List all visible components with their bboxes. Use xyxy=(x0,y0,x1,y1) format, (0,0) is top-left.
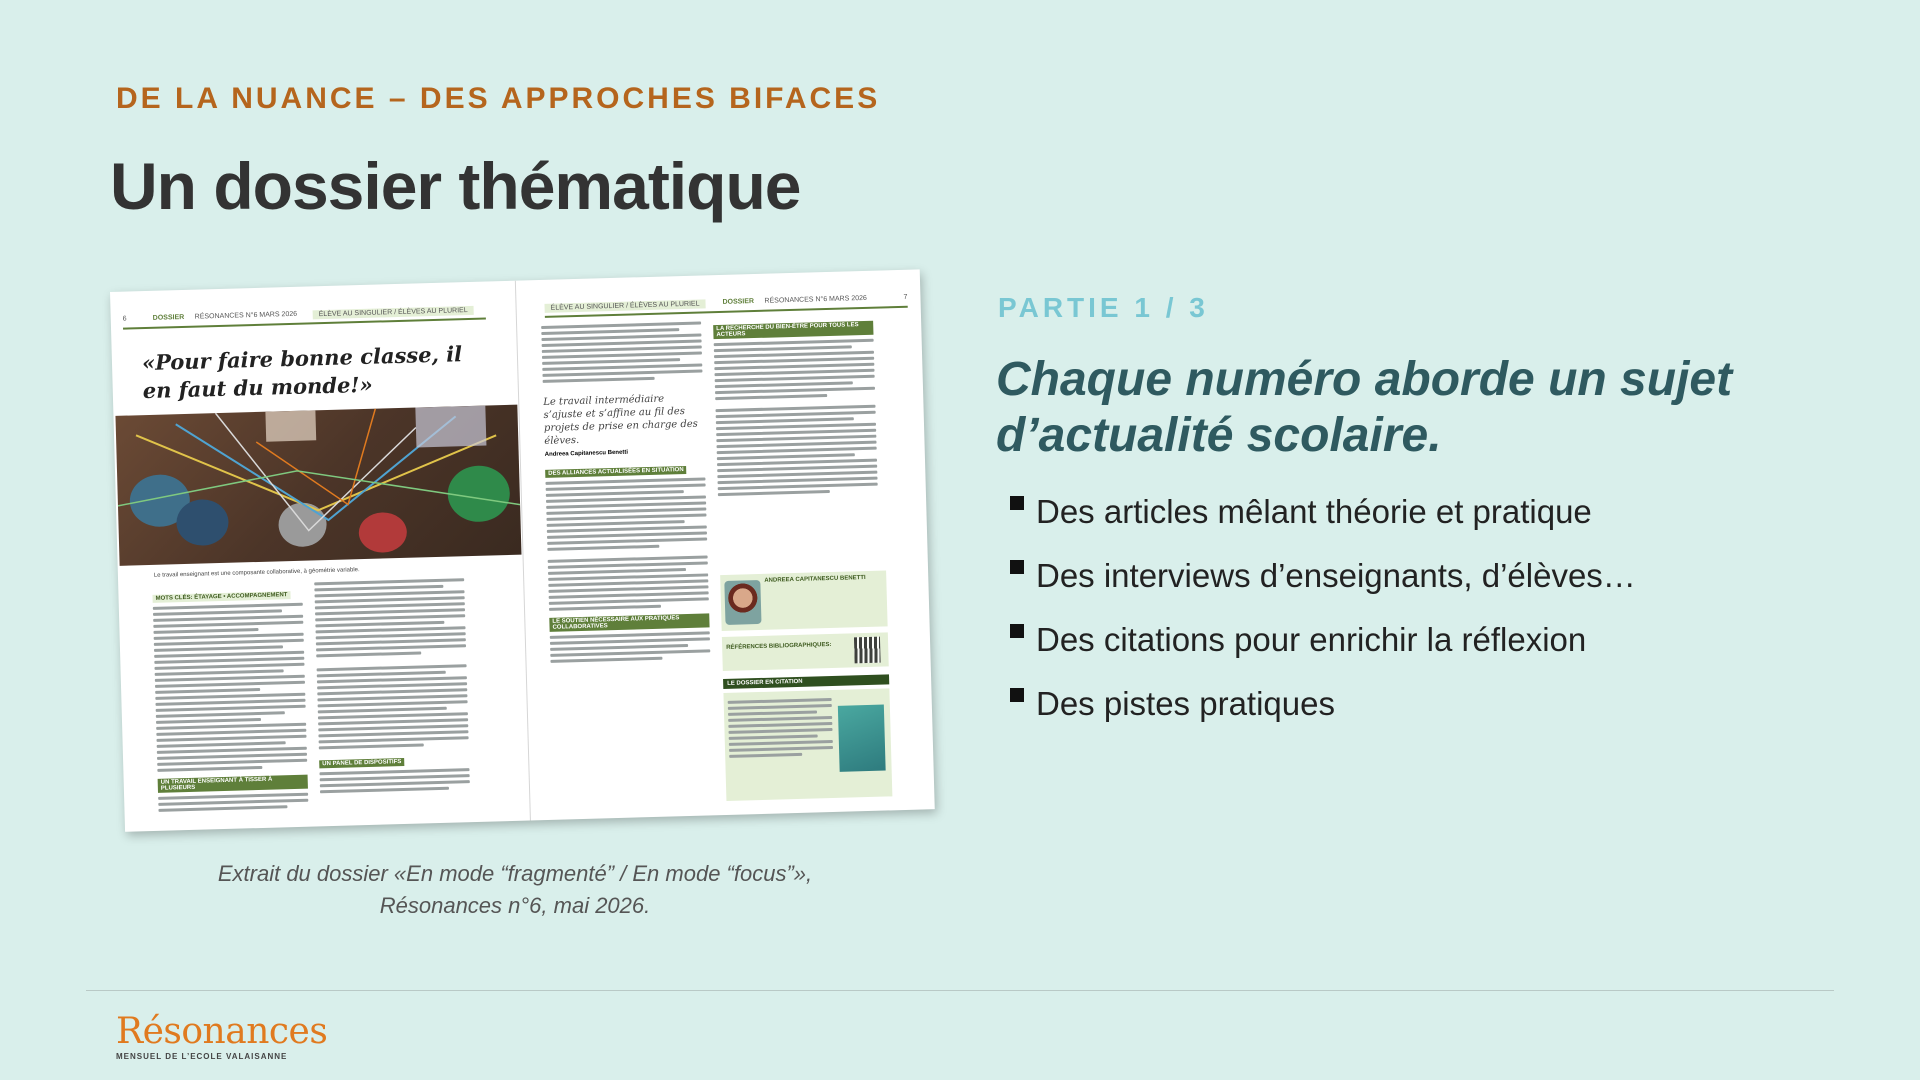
author-box-label: ANDREEA CAPITANESCU BENETTI xyxy=(764,575,866,584)
excerpt-caption-line-1: Extrait du dossier «En mode “fragmenté” / En mode “focus”», xyxy=(217,861,813,886)
right-subheading-3: LA RECHERCHE DU BIEN-ÊTRE POUR TOUS LES ACTEURS xyxy=(713,321,873,339)
square-bullet-icon xyxy=(1010,624,1024,638)
left-column-1 xyxy=(152,583,308,815)
article-title: «Pour faire bonne classe, il en faut du monde!» xyxy=(141,341,463,404)
excerpt-caption-line-2: Résonances n°6, mai 2026. xyxy=(379,893,651,918)
left-page-number: 6 xyxy=(122,315,127,323)
bullet-text: Des citations pour enrichir la réflexion xyxy=(1036,621,1587,658)
yarn-strands-graphic xyxy=(115,405,521,566)
resonances-logo xyxy=(116,1012,327,1061)
qr-code-icon xyxy=(854,637,881,664)
right-issue-label: RÉSONANCES N°6 MARS 2026 xyxy=(764,294,867,305)
right-subheading-2: LE SOUTIEN NÉCESSAIRE AUX PRATIQUES COLLABORATIVES xyxy=(549,613,709,631)
headline: Chaque numéro aborde un sujet d’actualité scolaire. xyxy=(996,353,1733,462)
part-label: PARTIE 1 / 3 xyxy=(998,292,1209,323)
slide-title: Un dossier thématique xyxy=(110,149,801,223)
bullet-list xyxy=(1006,488,1636,744)
right-page-number: 7 xyxy=(903,293,908,301)
bullet-text: Des articles mêlant théorie et pratique xyxy=(1036,493,1592,530)
left-section-label: ÉLÈVE AU SINGULIER / ÉLÈVES AU PLURIEL xyxy=(313,306,474,319)
magazine-right-page xyxy=(515,269,935,820)
citation-box xyxy=(723,688,892,801)
bullet-text: Des pistes pratiques xyxy=(1036,685,1335,722)
left-subheading-1: UN TRAVAIL ENSEIGNANT À TISSER À PLUSIEURS xyxy=(158,775,308,793)
book-cover-image xyxy=(838,705,886,772)
right-page-header xyxy=(544,292,907,318)
right-subheading-1: DES ALLIANCES ACTUALISÉES EN SITUATION xyxy=(545,466,687,478)
right-column-2 xyxy=(713,317,878,499)
pull-quote-author: Andreea Capitanescu Benetti xyxy=(544,449,629,458)
square-bullet-icon xyxy=(1010,496,1024,510)
yarn-hands-photo xyxy=(115,405,521,566)
right-column-1 xyxy=(541,322,710,666)
square-bullet-icon xyxy=(1010,560,1024,574)
left-column-2 xyxy=(314,578,470,796)
bullet-item xyxy=(1006,616,1636,680)
right-section-label: ÉLÈVE AU SINGULIER / ÉLÈVES AU PLURIEL xyxy=(545,299,706,312)
keywords-tag: MOTS CLÉS: ÉTAYAGE • ACCOMPAGNEMENT xyxy=(152,591,290,603)
logo-subtitle: MENSUEL DE L’ECOLE VALAISANNE xyxy=(116,1052,288,1061)
bullet-item xyxy=(1006,488,1636,552)
references-label: RÉFÉRENCES BIBLIOGRAPHIQUES: xyxy=(726,641,832,651)
left-dossier-label: DOSSIER xyxy=(152,313,185,322)
footer-divider xyxy=(86,990,1834,991)
author-photo xyxy=(724,580,761,625)
references-box xyxy=(722,632,889,671)
bullet-item xyxy=(1006,680,1636,744)
magazine-left-page xyxy=(110,281,530,832)
bullet-item xyxy=(1006,552,1636,616)
left-page-header xyxy=(123,304,486,330)
left-issue-label: RÉSONANCES N°6 MARS 2026 xyxy=(194,310,298,321)
bullet-text: Des interviews d’enseignants, d’élèves… xyxy=(1036,557,1636,594)
citation-bar: LE DOSSIER EN CITATION xyxy=(723,674,889,689)
excerpt-caption xyxy=(150,858,880,922)
logo-text: Résonances xyxy=(116,1011,328,1052)
pull-quote: Le travail intermédiaire s’ajuste et s’affine au fil des projets de prise en charge des élèves. xyxy=(543,393,699,447)
section-kicker: DE LA NUANCE – DES APPROCHES BIFACES xyxy=(116,82,881,115)
photo-caption: Le travail enseignant est une composante collaborative, à géométrie variable. xyxy=(153,567,360,579)
author-box xyxy=(720,570,887,631)
square-bullet-icon xyxy=(1010,688,1024,702)
right-dossier-label: DOSSIER xyxy=(722,298,755,306)
left-subheading-2: UN PANEL DE DISPOSITIFS xyxy=(319,758,404,768)
magazine-spread-image xyxy=(110,269,935,831)
